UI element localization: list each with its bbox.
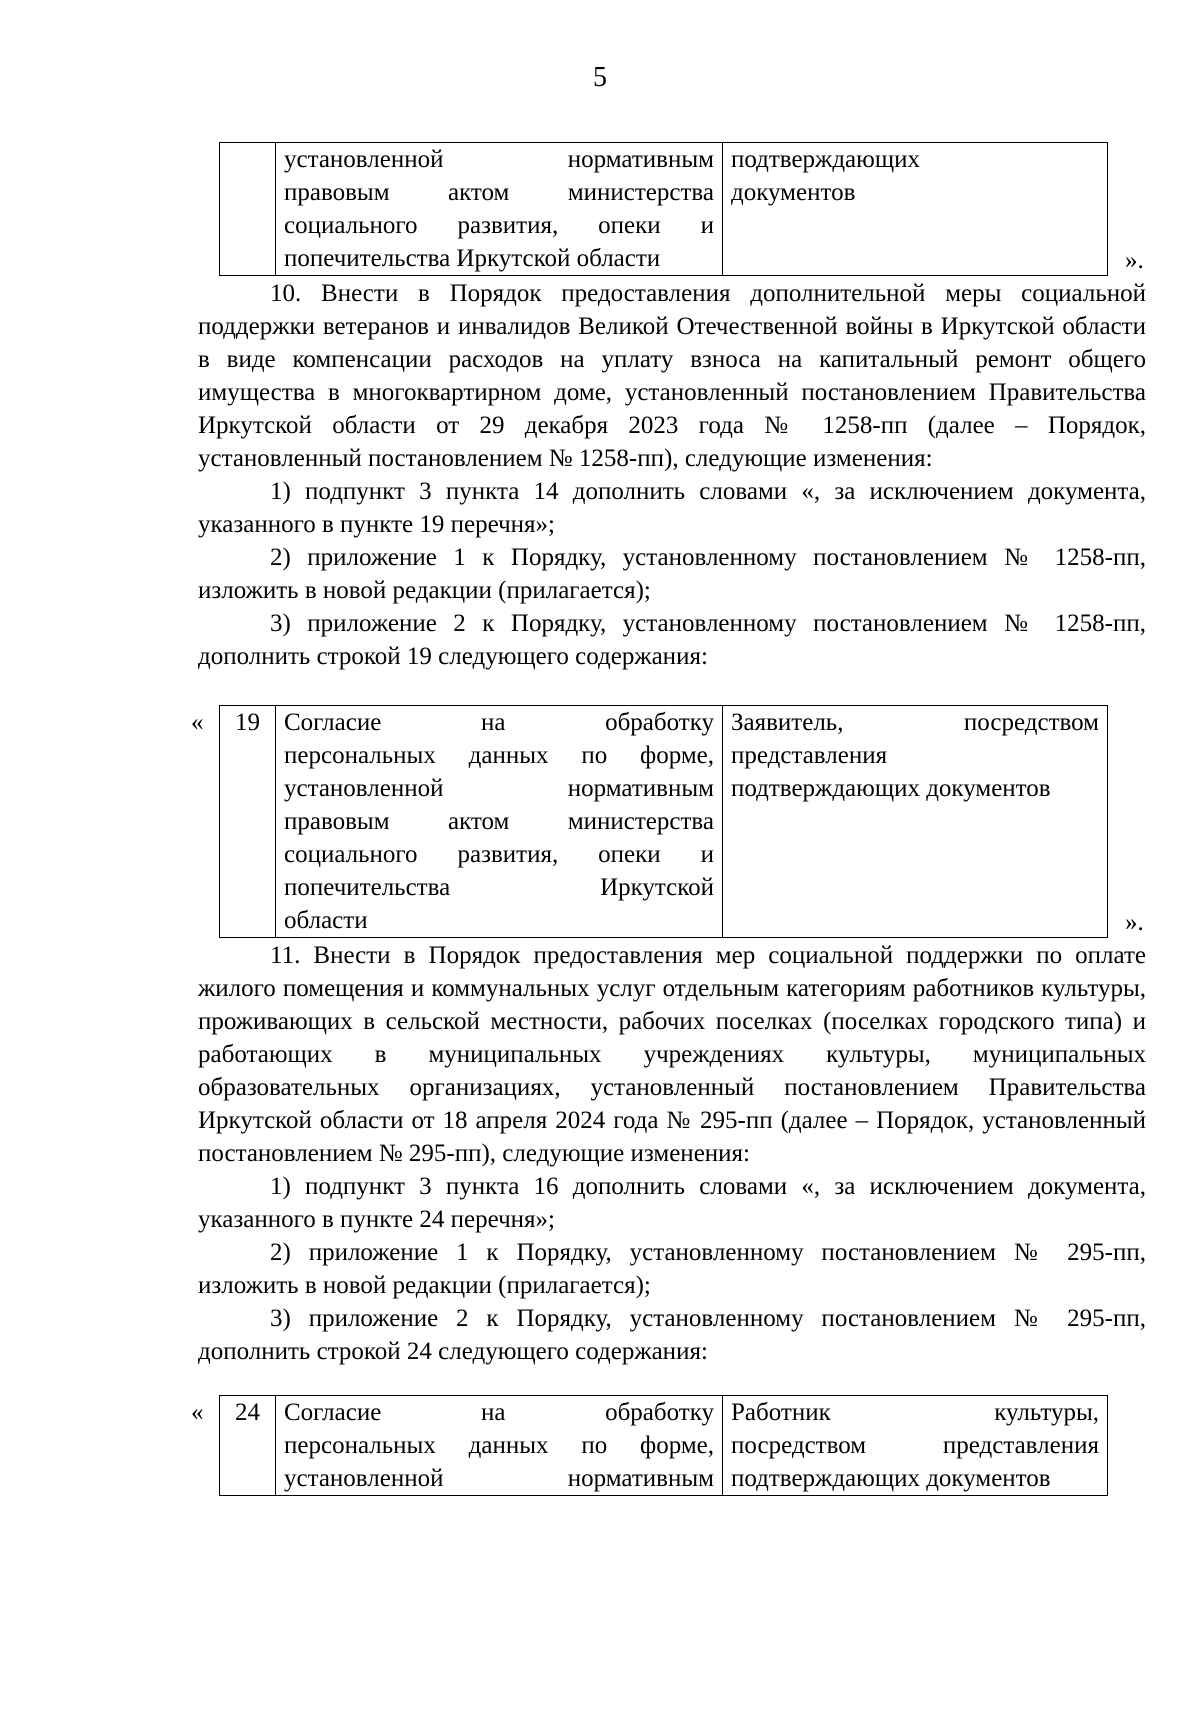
section-10-intro: 10. Внести в Порядок предоставления дополнительной меры социальной поддержки ветеранов и инвалидов Великой Отечественной войны в Иркутской области в виде компенсации расходов на уплату взноса на капитальный ремонт общего имущества в многоквартирном доме, установленный постановлением Правительства Иркутской области от 29 декабря 2023 года № 1258-пп (далее – Порядок, установленный постановлением № 1258-пп), следующие изменения: bbox=[198, 280, 1146, 472]
table-cell-number: 24 bbox=[220, 1396, 276, 1496]
opening-quote: « bbox=[191, 709, 204, 736]
section-11-intro: 11. Внести в Порядок предоставления мер социальной поддержки по оплате жилого помещения и коммунальных услуг отдельным категориям работников культуры, проживающих в сельской местности, рабочих поселках (поселках городского типа) и работающих в муниципальных учреждениях культуры, муниципальных образовательных организациях, установленный постановлением Правительства Иркутской области от 18 апреля 2024 года № 295-пп (далее – Порядок, установленный постановлением № 295-пп), следующие изменения: bbox=[198, 942, 1146, 1167]
page-number: 5 bbox=[593, 62, 607, 93]
table-row bbox=[220, 706, 1108, 938]
section-11 bbox=[198, 939, 1146, 1368]
section-11-item-3: 3) приложение 2 к Порядку, установленному постановлением № 295-пп, дополнить строкой 24 следующего содержания: bbox=[198, 1305, 1146, 1365]
table-cell-document: Согласие на обработку персональных данных по форме, установленной нормативным правовым актом министерства социального развития, опеки и попечительства Иркутской области bbox=[276, 706, 723, 938]
table-row-24 bbox=[219, 1395, 1108, 1496]
section-10-item-3: 3) приложение 2 к Порядку, установленному постановлением № 1258-пп, дополнить строкой 19 следующего содержания: bbox=[198, 610, 1146, 670]
closing-quote: ». bbox=[1125, 909, 1144, 936]
table-cell-document: установленной нормативным правовым актом министерства социального развития, опеки и попечительства Иркутской области bbox=[276, 143, 723, 276]
section-11-item-1: 1) подпункт 3 пункта 16 дополнить словами «, за исключением документа, указанного в пункте 24 перечня»; bbox=[198, 1173, 1146, 1233]
table-cell-method: Работник культуры, посредством представления подтверждающих документов bbox=[723, 1396, 1108, 1496]
section-10-item-1: 1) подпункт 3 пункта 14 дополнить словами «, за исключением документа, указанного в пункте 19 перечня»; bbox=[198, 478, 1146, 538]
section-10-item-2: 2) приложение 1 к Порядку, установленному постановлением № 1258-пп, изложить в новой редакции (прилагается); bbox=[198, 544, 1146, 604]
table-row bbox=[220, 143, 1108, 276]
section-11-item-2: 2) приложение 1 к Порядку, установленному постановлением № 295-пп, изложить в новой редакции (прилагается); bbox=[198, 1239, 1146, 1299]
table-cell-method: Заявитель, посредством представления подтверждающих документов bbox=[723, 706, 1108, 938]
table-cell-document: Согласие на обработку персональных данных по форме, установленной нормативным bbox=[276, 1396, 723, 1496]
table-row bbox=[220, 1396, 1108, 1496]
closing-quote: ». bbox=[1125, 247, 1144, 274]
section-10 bbox=[198, 277, 1146, 673]
table-continuation bbox=[219, 142, 1108, 276]
table-row-19 bbox=[219, 705, 1108, 938]
table-cell-number bbox=[220, 143, 276, 276]
table-cell-number: 19 bbox=[220, 706, 276, 938]
table-cell-method: подтверждающих документов bbox=[723, 143, 1108, 276]
opening-quote: « bbox=[191, 1399, 204, 1426]
